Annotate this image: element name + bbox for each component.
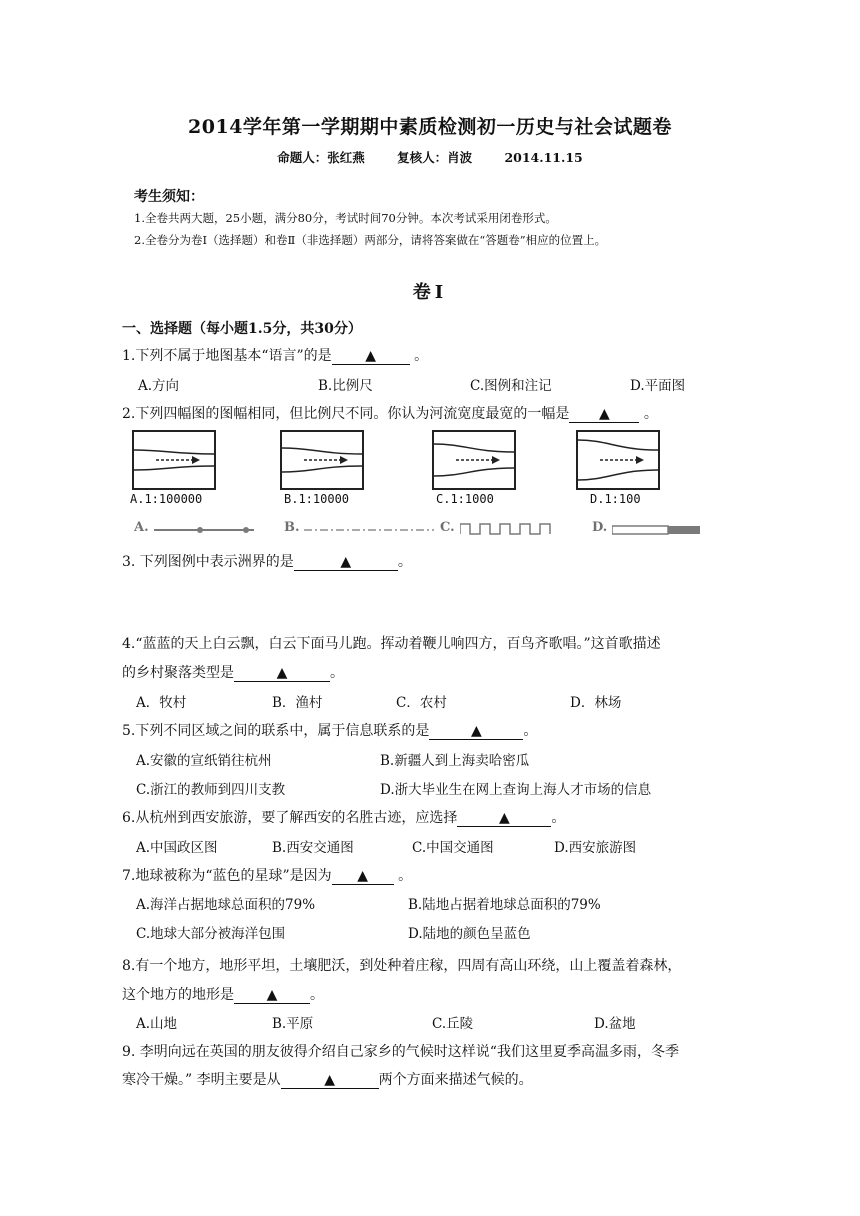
legend-letter: C.	[440, 520, 455, 535]
legend-symbol-a-icon	[154, 524, 254, 536]
question-3: 3. 下列图例中表示洲界的是 ▲ 。	[122, 554, 412, 570]
notice-line-1: 1.全卷共两大题，25小题，满分80分，考试时间70分钟。本次考试采用闭卷形式。	[134, 211, 557, 225]
question-9-line-1: 9. 李明向远在英国的朋友彼得介绍自己家乡的气候时这样说“我们这里夏季高温多雨，冬季	[122, 1044, 679, 1060]
q8-option-d: D.盆地	[594, 1016, 636, 1032]
question-9-line-2: 寒冷干燥。” 李明主要是从 ▲ 两个方面来描述气候的。	[122, 1072, 533, 1088]
map-frame	[432, 430, 516, 490]
question-6: 6.从杭州到西安旅游，要了解西安的名胜古迹，应选择 ▲ 。	[122, 810, 566, 826]
legend-symbol-d-icon	[612, 524, 702, 536]
question-8-line-2: 这个地方的地形是 ▲ 。	[122, 987, 324, 1003]
legend-symbol-b-icon	[304, 524, 434, 536]
river-icon	[282, 432, 362, 488]
answer-blank: ▲	[332, 868, 394, 885]
answer-blank: ▲	[457, 810, 551, 827]
river-icon	[578, 432, 658, 488]
answer-blank: ▲	[332, 348, 410, 365]
legend-symbol-c-icon	[460, 522, 580, 536]
q1-option-d: D.平面图	[630, 378, 686, 394]
q4-option-b: B．渔村	[272, 695, 323, 711]
q6-option-d: D.西安旅游图	[554, 840, 637, 856]
notice-heading: 考生须知：	[134, 189, 204, 205]
map-frame	[576, 430, 660, 490]
q1-option-a: A.方向	[138, 378, 180, 394]
q4-option-d: D．林场	[570, 695, 622, 711]
question-4-line-2: 的乡村聚落类型是 ▲ 。	[122, 665, 344, 681]
volume-heading: 卷Ⅰ	[412, 282, 448, 303]
map-frame	[132, 430, 216, 490]
q8-option-a: A.山地	[136, 1016, 178, 1032]
question-1: 1.下列不属于地图基本“语言”的是 ▲ 。	[122, 348, 429, 364]
answer-blank: ▲	[234, 665, 330, 682]
q4-option-a: A．牧村	[136, 695, 187, 711]
question-4-line-1: 4.“蓝蓝的天上白云飘，白云下面马儿跑。挥动着鞭儿响四方，百鸟齐歌唱。”这首歌描述	[122, 636, 661, 652]
map-scale-label: D.1:100	[590, 492, 641, 506]
question-5: 5.下列不同区域之间的联系中，属于信息联系的是 ▲ 。	[122, 723, 538, 739]
q6-option-c: C.中国交通图	[412, 840, 494, 856]
page-title: 2014学年第一学期期中素质检测初一历史与社会试题卷	[188, 116, 672, 138]
q8-option-c: C.丘陵	[432, 1016, 474, 1032]
answer-blank: ▲	[281, 1072, 379, 1089]
map-scale-label: B.1:10000	[284, 492, 350, 506]
section-heading: 一、选择题（每小题1.5分，共30分）	[122, 321, 362, 337]
q5-option-b: B.新疆人到上海卖哈密瓜	[380, 753, 530, 769]
map-scale-label: A.1:100000	[130, 492, 203, 506]
river-icon	[434, 432, 514, 488]
q1-option-c: C.图例和注记	[470, 378, 552, 394]
question-8-line-1: 8.有一个地方，地形平坦，土壤肥沃，到处种着庄稼，四周有高山环绕，山上覆盖着森林，	[122, 958, 682, 974]
exam-meta	[0, 148, 860, 166]
q4-option-c: C．农村	[396, 695, 447, 711]
author-label: 命题人：张红燕	[277, 150, 365, 165]
q5-option-a: A.安徽的宣纸销往杭州	[136, 753, 272, 769]
question-2: 2.下列四幅图的图幅相同，但比例尺不同。你认为河流宽度最宽的一幅是 ▲ 。	[122, 406, 658, 422]
q7-option-d: D.陆地的颜色呈蓝色	[408, 926, 531, 942]
q7-option-c: C.地球大部分被海洋包围	[136, 926, 286, 942]
answer-blank: ▲	[429, 723, 523, 740]
q7-option-a: A.海洋占据地球总面积的79%	[136, 897, 316, 913]
q5-option-c: C.浙江的教师到四川支教	[136, 782, 286, 798]
legend-letter: D.	[592, 520, 608, 535]
q6-option-b: B.西安交通图	[272, 840, 354, 856]
q6-option-a: A.中国政区图	[136, 840, 218, 856]
answer-blank: ▲	[569, 406, 639, 423]
map-frame	[280, 430, 364, 490]
notice-line-2: 2.全卷分为卷Ⅰ（选择题）和卷Ⅱ（非选择题）两部分，请将答案做在“答题卷”相应的位置上。	[134, 233, 607, 247]
legend-letter: A.	[134, 520, 149, 535]
question-7: 7.地球被称为“蓝色的星球”是因为 ▲ 。	[122, 868, 413, 884]
exam-date: 2014.11.15	[504, 150, 583, 165]
legend-letter: B.	[284, 520, 300, 535]
q7-option-b: B.陆地占据着地球总面积的79%	[408, 897, 601, 913]
boundary-legend-row	[134, 520, 724, 538]
q1-option-b: B.比例尺	[318, 378, 373, 394]
q5-option-d: D.浙大毕业生在网上查询上海人才市场的信息	[380, 782, 652, 798]
map-scale-label: C.1:1000	[436, 492, 494, 506]
q8-option-b: B.平原	[272, 1016, 314, 1032]
answer-blank: ▲	[234, 987, 310, 1004]
river-icon	[134, 432, 214, 488]
reviewer-label: 复核人：肖波	[397, 150, 473, 165]
answer-blank: ▲	[294, 554, 398, 571]
